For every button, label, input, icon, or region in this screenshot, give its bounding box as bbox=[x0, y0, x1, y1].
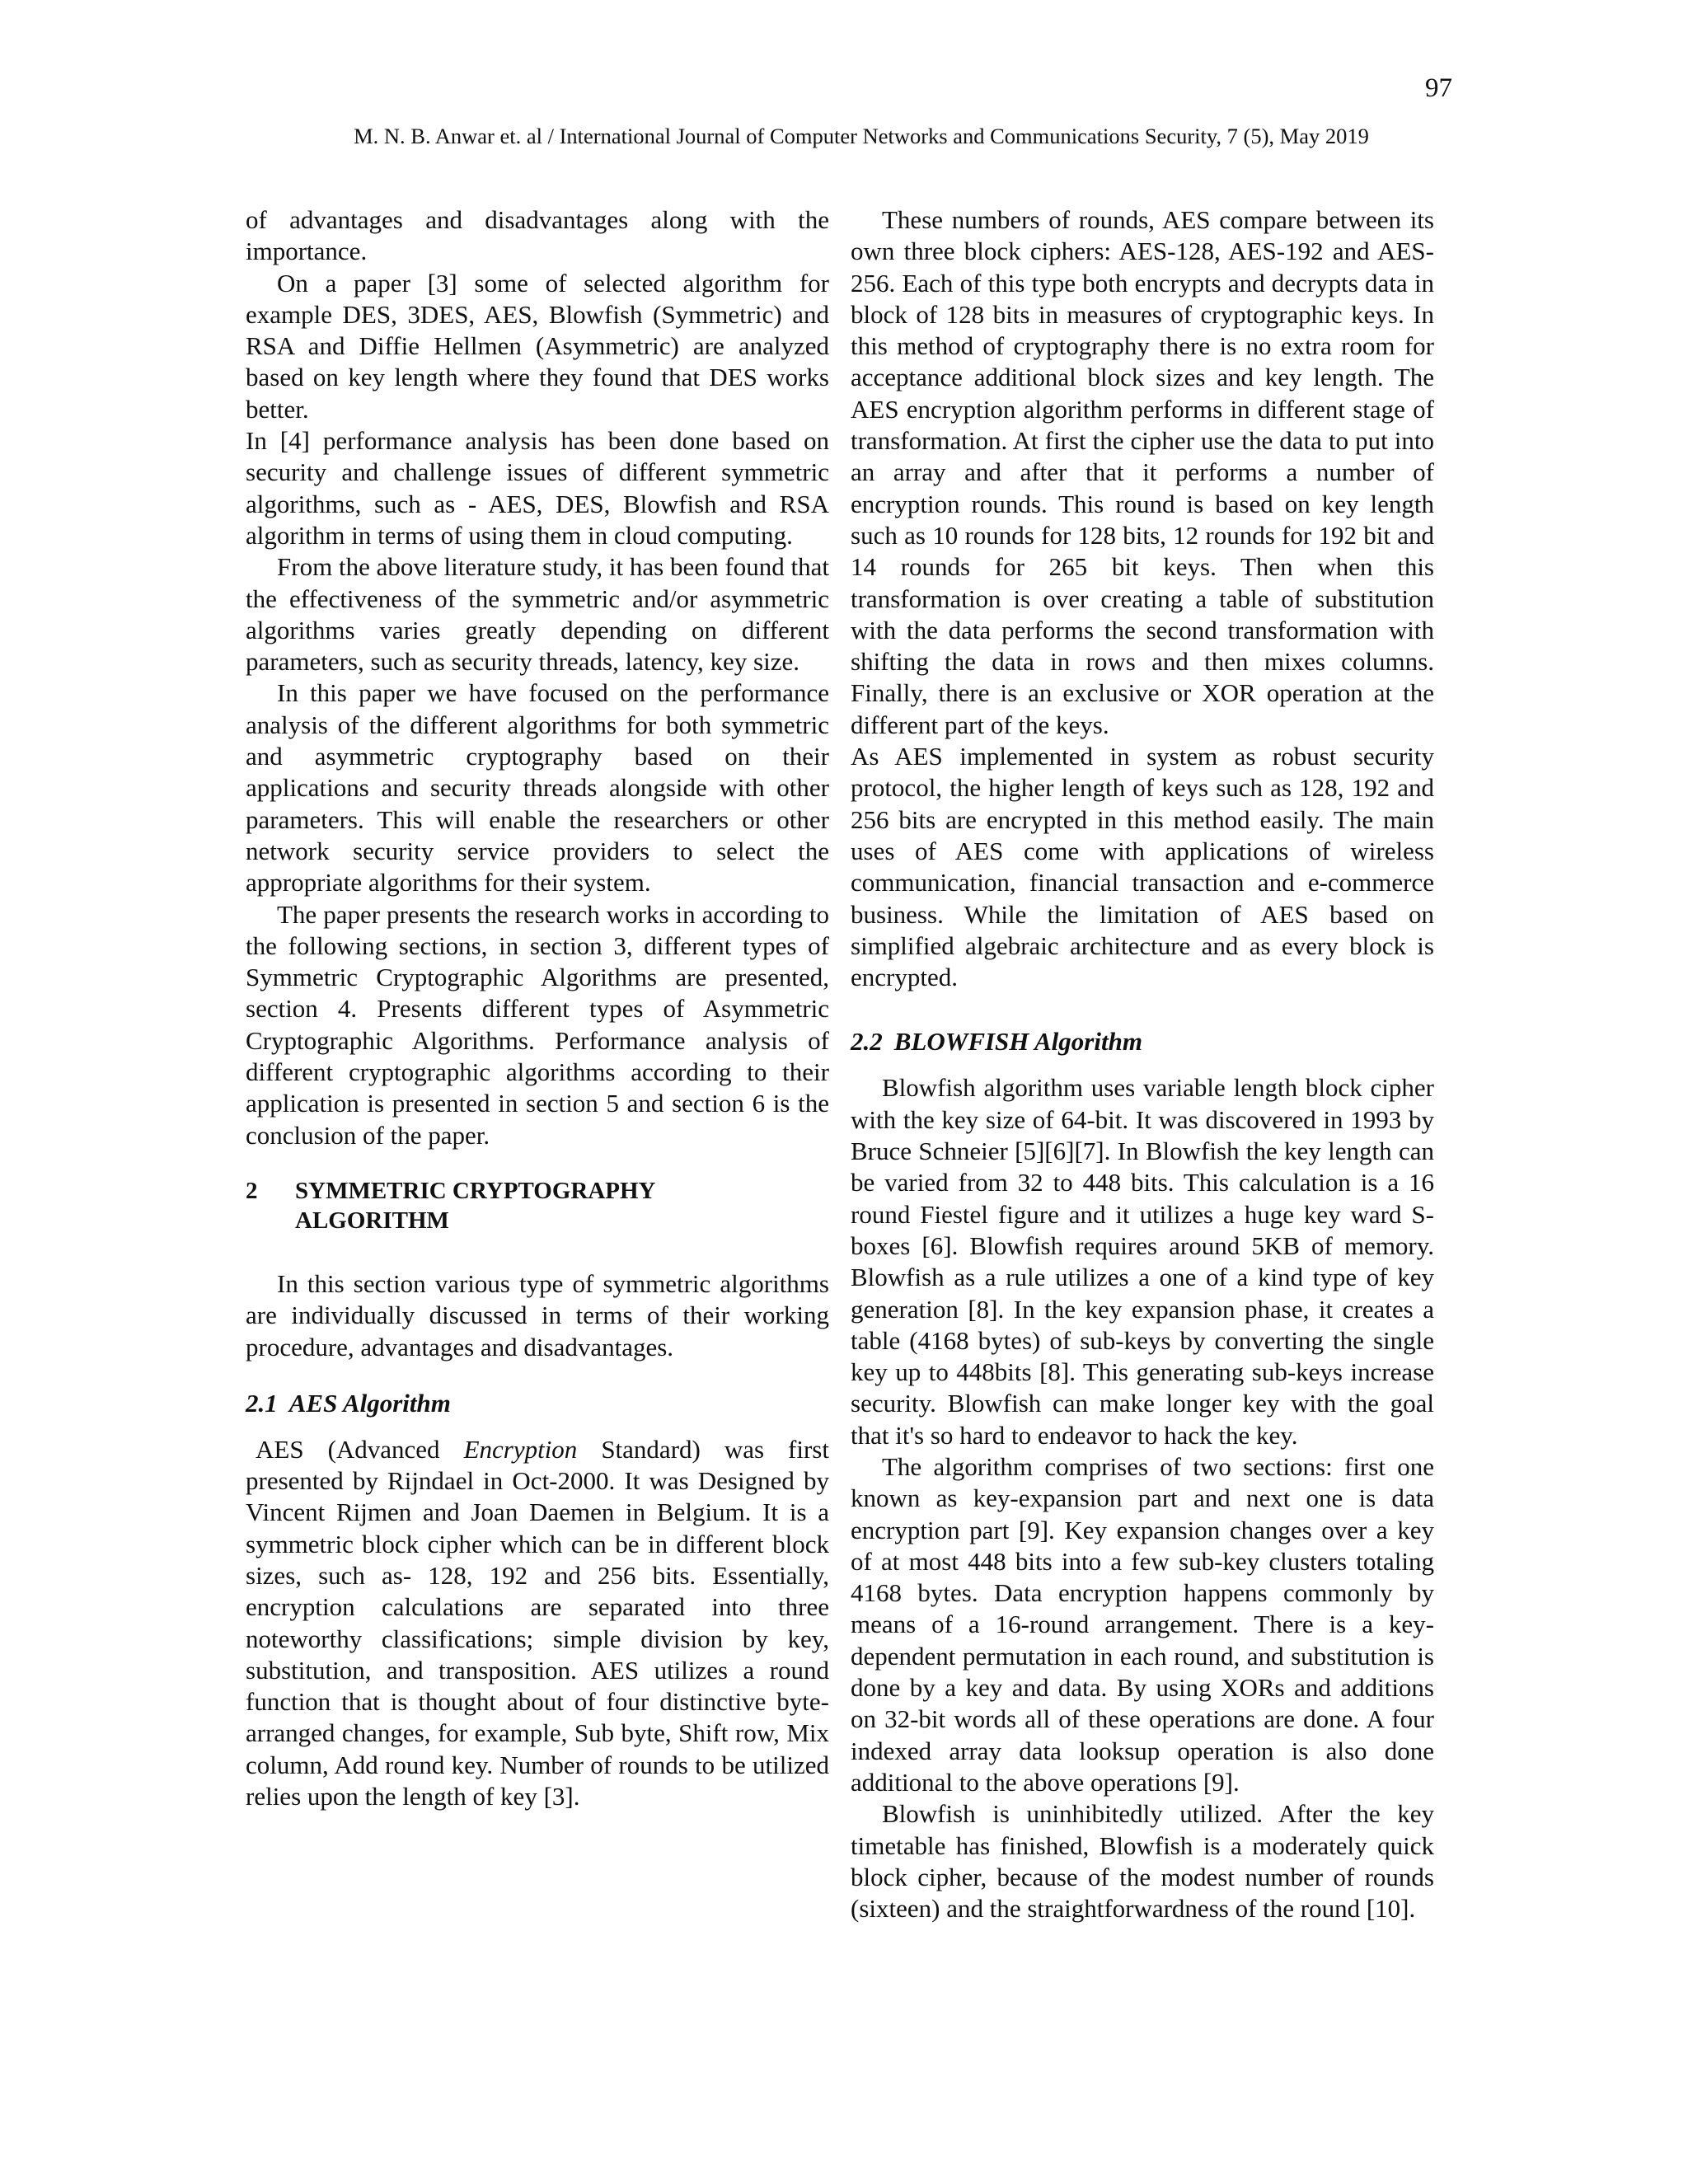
right-column bbox=[851, 204, 1434, 1924]
paragraph: From the above literature study, it has been found that the effectiveness of the symmetric and/or asymmetric algorithms varies greatly depending on different parameters, such as security threads, latency, key size. bbox=[246, 552, 829, 677]
subsection-title: AES Algorithm bbox=[288, 1388, 451, 1418]
paragraph: As AES implemented in system as robust security protocol, the higher length of keys such as 128, 192 and 256 bits are encrypted in this method easily. The main uses of AES come with applications of wireless communication, financial transaction and e-commerce business. While the limitation of AES based on simplified algebraic architecture and as every block is encrypted. bbox=[851, 742, 1434, 992]
page-number: 97 bbox=[1425, 73, 1452, 103]
paragraph: In this section various type of symmetric algorithms are individually discussed in terms of their working procedure, advantages and disadvantages. bbox=[246, 1268, 829, 1361]
left-column bbox=[246, 204, 829, 1812]
subsection-number: 2.1 bbox=[246, 1388, 278, 1418]
section-title-line: ALGORITHM bbox=[295, 1207, 449, 1234]
italic-text: Encryption bbox=[463, 1434, 578, 1464]
paragraph: The paper presents the research works in according to the following sections, in section 3, different types of Symmetric Cryptographic Algorithms are presented, section 4. Presents different types of Asymmetric Cryptographic Algorithms. Performance analysis of different cryptographic algorithms according to their application is presented in section 5 and section 6 is the conclusion of the paper. bbox=[246, 899, 829, 1150]
section-number: 2 bbox=[246, 1177, 258, 1204]
paragraph: of advantages and disadvantages along with the importance. bbox=[246, 205, 829, 266]
paragraph: On a paper [3] some of selected algorithm for example DES, 3DES, AES, Blowfish (Symmetric) and RSA and Diffie Hellmen (Asymmetric) are analyzed based on key length where they found that DES works better. bbox=[246, 268, 829, 424]
paragraph: Blowfish algorithm uses variable length block cipher with the key size of 64-bit. It was discovered in 1993 by Bruce Schneier [5][6][7]. In Blowfish the key length can be varied from 32 to 448 bits. This calculation is a 16 round Fiestel figure and it utilizes a huge key ward S-boxes [6]. Blowfish requires around 5KB of memory. Blowfish as a rule utilizes a one of a kind type of key generation [8]. In the key expansion phase, it creates a table (4168 bytes) of sub-keys by converting the single key up to 448bits [8]. This generating sub-keys increase security. Blowfish can make longer key with the goal that it's so hard to endeavor to hack the key. bbox=[851, 1073, 1434, 1450]
paragraph: The algorithm comprises of two sections: first one known as key-expansion part and next one is data encryption part [9]. Key expansion changes over a key of at most 448 bits into a few sub-key clusters totaling 4168 bytes. Data encryption happens commonly by means of a 16-round arrangement. There is a key-dependent permutation in each round, and substitution is done by a key and data. By using XORs and additions on 32-bit words all of these operations are done. A four indexed array data looksup operation is also done additional to the above operations [9]. bbox=[851, 1451, 1434, 1797]
section-title-line: SYMMETRIC CRYPTOGRAPHY bbox=[295, 1177, 656, 1204]
subsection-heading bbox=[246, 1388, 829, 1419]
section-heading bbox=[246, 1176, 829, 1235]
text-run: Standard) was first presented by Rijndael in Oct-2000. It was Designed by Vincent Rijmen and Joan Daemen in Belgium. It is a symmetric block cipher which can be in different block sizes, such as- 128, 192 and 256 bits. Essentially, encryption calculations are separated into three noteworthy classifications; simple division by key, substitution, and transposition. AES utilizes a round function that is thought about of four distinctive byte-arranged changes, for example, Sub byte, Shift row, Mix column, Add round key. Number of rounds to be utilized relies upon the length of key [3]. bbox=[246, 1434, 829, 1811]
section-title bbox=[295, 1176, 655, 1235]
paragraph: In this paper we have focused on the performance analysis of the different algorithms for both symmetric and asymmetric cryptography based on their applications and security threads alongside with other parameters. This will enable the researchers or other network security service providers to select the appropriate algorithms for their system. bbox=[246, 678, 829, 898]
subsection-title: BLOWFISH Algorithm bbox=[893, 1027, 1142, 1057]
paragraph: These numbers of rounds, AES compare between its own three block ciphers: AES-128, AES-192 and AES- 256. Each of this type both encrypts and decrypts data in block of 128 bits in measures of cryptographic keys. In this method of cryptography there is no extra room for acceptance additional block sizes and key length. The AES encryption algorithm performs in different stage of transformation. At first the cipher use the data to put into an array and after that it performs a number of encryption rounds. This round is based on key length such as 10 rounds for 128 bits, 12 rounds for 192 bit and 14 rounds for 265 bit keys. Then when this transformation is over creating a table of substitution with the data performs the second transformation with shifting the data in rows and then mixes columns. Finally, there is an exclusive or XOR operation at the different part of the keys. bbox=[851, 205, 1434, 739]
subsection-number: 2.2 bbox=[851, 1027, 883, 1057]
text-run: AES (Advanced bbox=[256, 1434, 464, 1464]
running-header: M. N. B. Anwar et. al / International Journal of Computer Networks and Communications Security, 7 (5), May 2019 bbox=[354, 124, 1369, 148]
paragraph bbox=[246, 1434, 829, 1813]
subsection-heading bbox=[851, 1026, 1434, 1057]
paragraph: Blowfish is uninhibitedly utilized. After the key timetable has finished, Blowfish is a moderately quick block cipher, because of the modest number of rounds (sixteen) and the straightforwardness of the round [10]. bbox=[851, 1799, 1434, 1924]
paragraph: In [4] performance analysis has been done based on security and challenge issues of different symmetric algorithms, such as - AES, DES, Blowfish and RSA algorithm in terms of using them in cloud computing. bbox=[246, 426, 829, 550]
